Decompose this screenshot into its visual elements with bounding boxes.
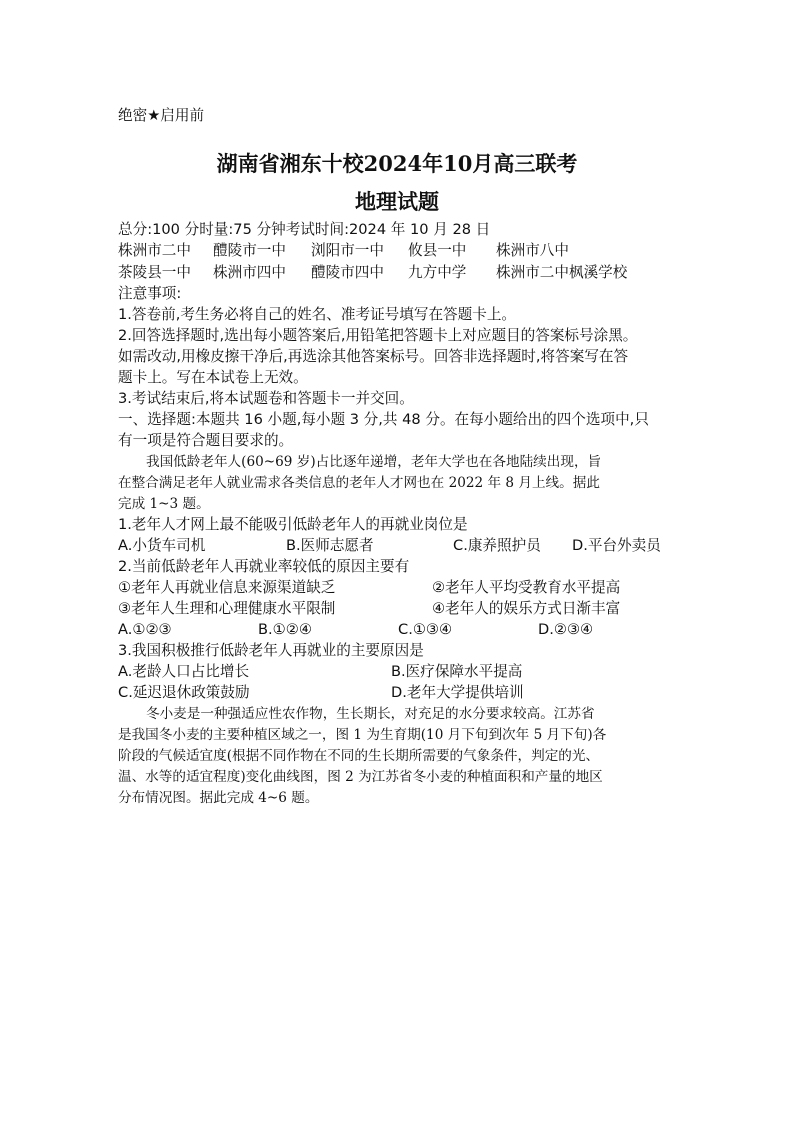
school-name: 攸县一中 — [408, 242, 467, 259]
school-name: 醴陵市四中 — [311, 264, 384, 281]
option-a: A.小货车司机 — [118, 537, 206, 554]
school-name: 醴陵市一中 — [213, 242, 286, 259]
confidential-mark: 绝密★启用前 — [118, 107, 205, 124]
school-name: 株洲市八中 — [496, 242, 569, 259]
passage-1-line-3: 完成 1~3 题。 — [118, 496, 210, 512]
section-heading-line-1: 一、选择题:本题共 16 小题,每小题 3 分,共 48 分。在每小题给出的四个选项中,只 — [118, 411, 649, 428]
question-1-stem: 1.老年人才网上最不能吸引低龄老年人的再就业岗位是 — [118, 516, 468, 533]
note-2-line-3: 题卡上。写在本试卷上无效。 — [118, 369, 308, 386]
exam-info: 总分:100 分时量:75 分钟考试时间:2024 年 10 月 28 日 — [118, 221, 491, 238]
passage-1-line-2: 在整合满足老年人就业需求各类信息的老年人才网也在 2022 年 8 月上线。据此 — [118, 475, 600, 491]
passage-1-line-1: 我国低龄老年人(60~69 岁)占比逐年递增，老年大学也在各地陆续出现，旨 — [146, 454, 602, 470]
option-c: C.康养照护员 — [453, 537, 541, 554]
option-a: A.①②③ — [118, 621, 172, 638]
note-3: 3.考试结束后,将本试题卷和答题卡一并交回。 — [118, 390, 414, 407]
statement-1: ①老年人再就业信息来源渠道缺乏 — [118, 579, 336, 596]
note-1: 1.答卷前,考生务必将自己的姓名、准考证号填写在答题卡上。 — [118, 306, 517, 323]
option-b: B.①②④ — [258, 621, 312, 638]
passage-2-line-1: 冬小麦是一种强适应性农作物，生长期长，对充足的水分要求较高。江苏省 — [146, 706, 595, 722]
question-2-stem: 2.当前低龄老年人再就业率较低的原因主要有 — [118, 558, 410, 575]
option-b: B.医疗保障水平提高 — [391, 663, 523, 680]
passage-2-line-2: 是我国冬小麦的主要种植区域之一，图 1 为生育期(10 月下旬到次年 5 月下旬)各 — [118, 727, 607, 743]
passage-2-line-3: 阶段的气候适宜度(根据不同作物在不同的生长期所需要的气象条件，判定的光、 — [118, 748, 600, 764]
exam-subtitle: 地理试题 — [355, 189, 439, 214]
statement-3: ③老年人生理和心理健康水平限制 — [118, 600, 336, 617]
passage-2-line-4: 温、水等的适宜程度)变化曲线图，图 2 为江苏省冬小麦的种植面积和产量的地区 — [118, 769, 603, 785]
option-c: C.①③④ — [398, 621, 453, 638]
option-d: D.老年大学提供培训 — [391, 684, 524, 701]
note-2-line-1: 2.回答选择题时,选出每小题答案后,用铅笔把答题卡上对应题目的答案标号涂黑。 — [118, 327, 638, 344]
school-name: 株洲市二中枫溪学校 — [496, 264, 628, 281]
exam-title: 湖南省湘东十校2024年10月高三联考 — [216, 151, 578, 176]
passage-2-line-5: 分布情况图。据此完成 4~6 题。 — [118, 790, 319, 806]
section-heading-line-2: 有一项是符合题目要求的。 — [118, 432, 294, 449]
school-name: 株洲市二中 — [118, 242, 191, 259]
school-name: 浏阳市一中 — [311, 242, 384, 259]
option-c: C.延迟退休政策鼓励 — [118, 684, 250, 701]
statement-4: ④老年人的娱乐方式日渐丰富 — [432, 600, 621, 617]
option-d: D.②③④ — [538, 621, 594, 638]
note-2-line-2: 如需改动,用橡皮擦干净后,再选涂其他答案标号。回答非选择题时,将答案写在答 — [118, 348, 629, 365]
school-name: 九方中学 — [408, 264, 467, 281]
option-d: D.平台外卖员 — [572, 537, 661, 554]
school-name: 株洲市四中 — [213, 264, 286, 281]
notes-heading: 注意事项: — [118, 285, 182, 302]
school-name: 茶陵县一中 — [118, 264, 191, 281]
option-a: A.老龄人口占比增长 — [118, 663, 250, 680]
question-3-stem: 3.我国积极推行低龄老年人再就业的主要原因是 — [118, 642, 424, 659]
option-b: B.医师志愿者 — [286, 537, 374, 554]
statement-2: ②老年人平均受教育水平提高 — [432, 579, 621, 596]
